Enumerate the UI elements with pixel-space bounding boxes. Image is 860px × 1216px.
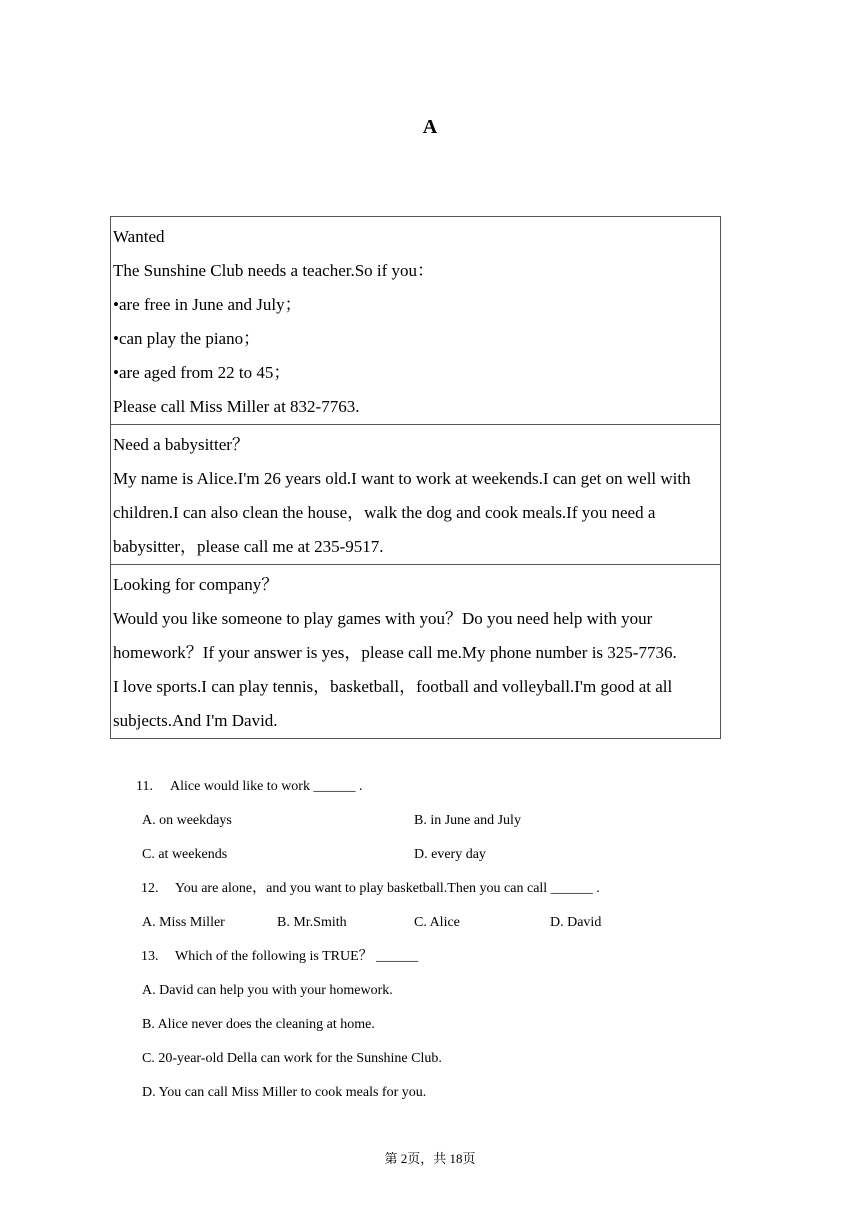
ad-body: Would you like someone to play games with you？Do you need help with your homework？If your answer is yes，please call me.My phone number is 325-7736. xyxy=(113,609,677,662)
question-number: 11. xyxy=(136,779,153,794)
ad-line: •are free in June and July； xyxy=(113,295,302,314)
option: D. David xyxy=(550,915,602,930)
ad-line: •are aged from 22 to 45； xyxy=(113,363,291,382)
ad-line: Please call Miss Miller at 832-7763. xyxy=(113,397,360,416)
option-row xyxy=(136,804,776,838)
page-footer: 第 2页，共 18页 xyxy=(384,1151,476,1166)
option: A. Miss Miller xyxy=(142,915,225,930)
option: C. at weekends xyxy=(142,847,228,862)
ad-body: My name is Alice.I'm 26 years old.I want to work at weekends.I can get on well with children.I can also clean the house，walk the dog and cook meals.If you need a babysitter，please call me at 235-9517. xyxy=(113,469,691,556)
question-number: 13. xyxy=(141,949,159,964)
option-row xyxy=(136,838,776,872)
option: D. every day xyxy=(414,847,486,862)
option-row xyxy=(136,1008,776,1042)
option: A. on weekdays xyxy=(142,813,232,828)
ad-title: Wanted xyxy=(113,227,165,246)
ad-title: Looking for company？ xyxy=(113,575,279,594)
option: B. Alice never does the cleaning at home. xyxy=(142,1017,375,1032)
ad-line: The Sunshine Club needs a teacher.So if you： xyxy=(113,261,435,280)
ads-table xyxy=(110,216,721,739)
question-stem xyxy=(136,872,776,906)
option-row xyxy=(136,1042,776,1076)
option-row xyxy=(136,1076,776,1110)
ad-row-company xyxy=(111,565,721,739)
option-row xyxy=(136,906,776,940)
ad-body: I love sports.I can play tennis，basketball，football and volleyball.I'm good at all subjects.And I'm David. xyxy=(113,677,673,730)
ad-row-wanted xyxy=(111,217,721,425)
ad-cell-company xyxy=(111,565,721,739)
ad-cell-babysitter xyxy=(111,425,721,565)
option-row xyxy=(136,974,776,1008)
question-number: 12. xyxy=(141,881,159,896)
option: C. Alice xyxy=(414,915,460,930)
question-text: You are alone，and you want to play basketball.Then you can call ______ . xyxy=(175,881,600,896)
ad-title: Need a babysitter？ xyxy=(113,435,249,454)
option: B. in June and July xyxy=(414,813,521,828)
option: D. You can call Miss Miller to cook meals for you. xyxy=(142,1085,427,1100)
ad-row-babysitter xyxy=(111,425,721,565)
question-stem xyxy=(136,770,776,804)
option: B. Mr.Smith xyxy=(277,915,347,930)
ad-line: •can play the piano； xyxy=(113,329,261,348)
questions-section xyxy=(136,770,776,1110)
option: C. 20-year-old Della can work for the Sunshine Club. xyxy=(142,1051,442,1066)
question-text: Which of the following is TRUE？ ______ xyxy=(175,949,419,964)
section-title: A xyxy=(422,116,438,138)
question-text: Alice would like to work ______ . xyxy=(170,779,363,794)
ad-cell-wanted xyxy=(111,217,721,425)
question-stem xyxy=(136,940,776,974)
option: A. David can help you with your homework. xyxy=(142,983,393,998)
